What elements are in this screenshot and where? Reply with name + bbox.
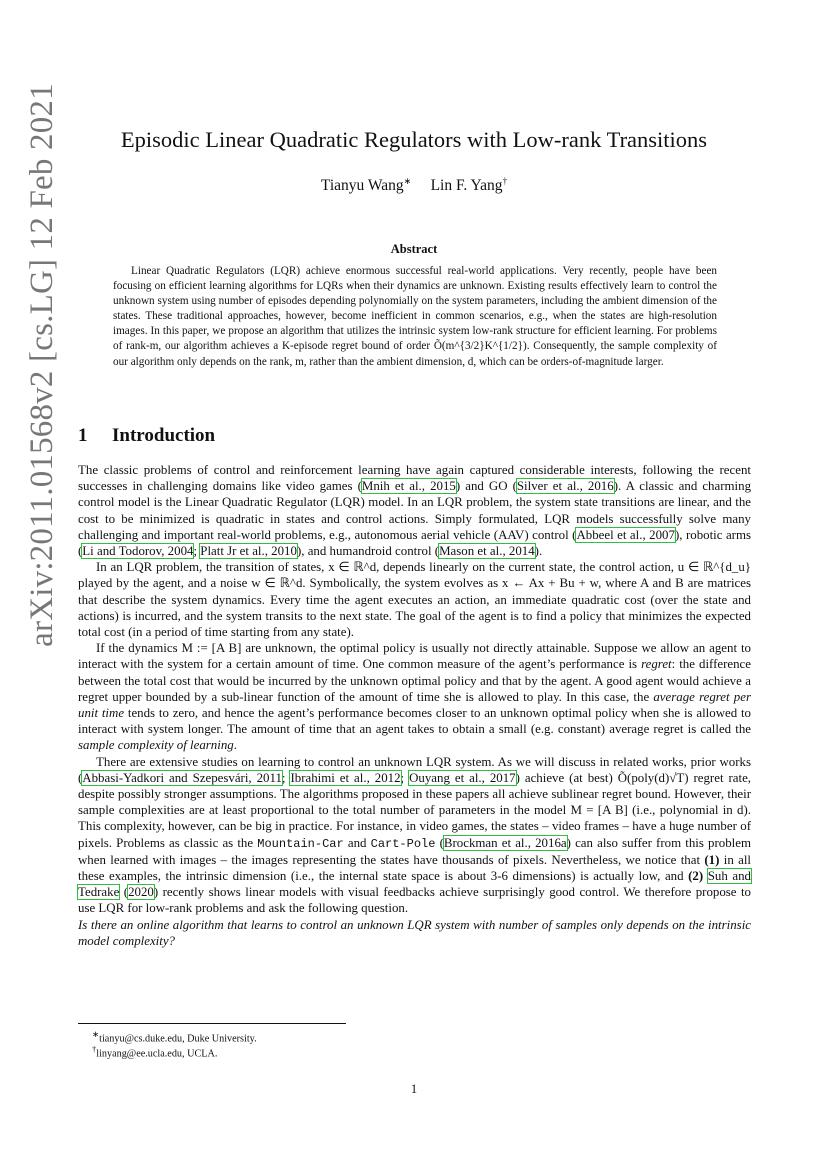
- citation-link[interactable]: Abbeel et al., 2007: [576, 527, 675, 542]
- body-text: [78, 462, 751, 949]
- footnote-rule: [78, 1023, 346, 1024]
- citation-link[interactable]: 2020: [128, 885, 154, 900]
- page-number: 1: [410, 1082, 418, 1096]
- citation-link[interactable]: Abbasi-Yadkori and Szepesvári, 2011: [82, 770, 282, 785]
- citation-link[interactable]: Platt Jr et al., 2010: [200, 544, 297, 559]
- footnote-mark: ∗: [403, 176, 412, 186]
- citation-link[interactable]: Suh and Tedrake: [78, 869, 751, 900]
- code-term: Cart-Pole: [370, 836, 436, 851]
- footnote-mark: †: [502, 176, 508, 186]
- author-name: Lin F. Yang: [430, 177, 503, 195]
- paragraph: There are extensive studies on learning to control an unknown LQR system. As we will discuss in related works, prior works (Abbasi-Yadkori and Szepesvári, 2011; Ibrahimi et al., 2012; Ouyang et al., 2017) achieve (at best) Õ(poly(d)√T) regret rate, despite possibly stronger assumptions. The algorithms proposed in these papers all achieve sublinear regret bound. However, their sample complexities are at least proportional to the total number of parameters in the model M = [A B] (i.e., polynomial in d). This complexity, however, can be big in practice. For instance, in video games, the states – video frames – have a huge number of pixels. Problems as classic as the Mountain-Car and Cart-Pole (Brockman et al., 2016a) can also suffer from this problem when learned with images – the images representing the states have thousands of pixels. Nevertheless, we notice that (1) in all these examples, the intrinsic dimension (i.e., the internal state space is about 3-6 dimensions) is actually low, and (2) Suh and Tedrake (2020) recently shows linear models with visual feedbacks achieve surprisingly good control. We therefore propose to use LQR for low-rank problems and ask the following question.: [78, 754, 752, 916]
- section-heading: [78, 425, 215, 447]
- author-name: Tianyu Wang: [320, 177, 404, 195]
- paragraph: If the dynamics M := [A B] are unknown, the optimal policy is usually not directly attainable. Suppose we allow an agent to interact with the system for a certain amount of time. One common measure of the agent’s performance is regret: the difference between the total cost that would be incurred by the unknown optimal policy and that by the agent. A good agent would achieve a regret upper bounded by a sub-linear function of the amount of time she is allowed to play. In this case, the average regret per unit time tends to zero, and hence the agent’s performance becomes closer to an unknown optimal policy when she is allowed to interact with system longer. The amount of time that an agent takes to obtain a small (e.g. constant) average regret is called the sample complexity of learning.: [78, 641, 751, 753]
- section-number: 1: [78, 425, 88, 446]
- footnote: †linyang@ee.ucla.edu, UCLA.: [92, 1044, 218, 1060]
- footnote: ∗tianyu@cs.duke.edu, Duke University.: [92, 1029, 257, 1045]
- section-title: Introduction: [112, 425, 216, 446]
- paragraph: The classic problems of control and reinforcement learning have again captured considerable interests, following the recent successes in challenging domains like video games (Mnih et al., 2015) and GO (Silver et al., 2016). A classic and charming control model is the Linear Quadratic Regulator (LQR) model. In an LQR problem, the system state transitions are linear, and the cost to be minimized is quadratic in states and control actions. Simply formulated, LQR models successfully solve many challenging and important real-world problems, e.g., autonomous aerial vehicle (AAV) control (Abbeel et al., 2007), robotic arms (Li and Todorov, 2004; Platt Jr et al., 2010), and humandroid control (Mason et al., 2014).: [78, 463, 752, 559]
- citation-link[interactable]: Silver et al., 2016: [516, 479, 614, 494]
- citation-link[interactable]: Brockman et al., 2016a: [443, 835, 567, 850]
- author-list: [0, 176, 828, 195]
- code-term: Mountain-Car: [257, 836, 344, 851]
- research-question: Is there an online algorithm that learns to control an unknown LQR system with number of samples only depends on the intrinsic model complexity?: [78, 917, 751, 948]
- abstract-text: Linear Quadratic Regulators (LQR) achieve enormous successful real-world applications. Very recently, people have been focusing on efficient learning algorithms for LQRs when their dynamics are unknown. Existing results effectively learn to control the unknown system using number of episodes depending polynomially on the system parameters, including the ambient dimension of the states. These traditional approaches, however, become inefficient in common scenarios, e.g., when the states are high-resolution images. In this paper, we propose an algorithm that utilizes the intrinsic system low-rank structure for efficient learning. For problems of rank-m, our algorithm achieves a K-episode regret bound of order Õ(m^{3/2}K^{1/2}). Consequently, the sample complexity of our algorithm only depends on the rank, m, rather than the ambient dimension, d, which can be orders-of-magnitude larger.: [113, 265, 717, 368]
- citation-link[interactable]: Mnih et al., 2015: [361, 479, 456, 494]
- citation-link[interactable]: Ibrahimi et al., 2012: [290, 770, 401, 785]
- abstract-heading: Abstract: [390, 242, 438, 256]
- citation-link[interactable]: Li and Todorov, 2004: [82, 544, 194, 559]
- citation-link[interactable]: Mason et al., 2014: [439, 544, 535, 559]
- paragraph: In an LQR problem, the transition of states, x ∈ ℝ^d, depends linearly on the current state, the control action, u ∈ ℝ^{d_u} played by the agent, and a noise w ∈ ℝ^d. Symbolically, the system evolves as x ← Ax + Bu + w, where A and B are matrices that describe the system dynamics. Every time the agent executes an action, an immediate quadratic cost (over the state and actions) is incurred, and the system transits to the next state. The goal of the agent is to find a policy that minimizes the expected total cost (in a period of time starting from any state).: [78, 560, 751, 640]
- citation-link[interactable]: Ouyang et al., 2017: [409, 770, 516, 785]
- paper-title: Episodic Linear Quadratic Regulators with Low-rank Transitions: [120, 127, 708, 152]
